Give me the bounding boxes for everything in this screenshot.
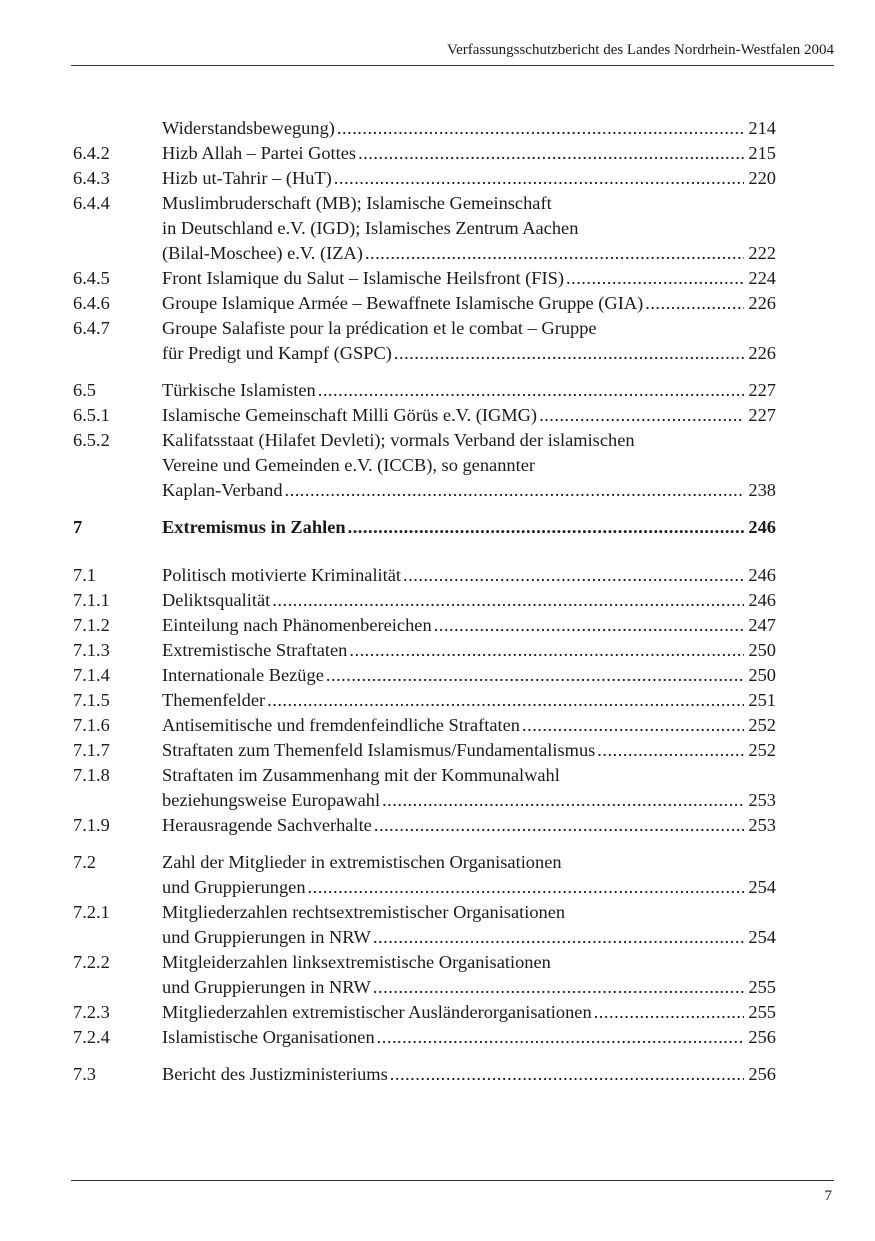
- toc-entry-page: 256: [748, 1064, 776, 1084]
- toc-entry-title: Türkische Islamisten: [162, 380, 316, 400]
- toc-entry-page: 214: [748, 118, 776, 138]
- toc-entry: [73, 688, 776, 713]
- toc-entry-page: 253: [748, 815, 776, 835]
- header-rule: [71, 65, 834, 66]
- dot-leader: [349, 638, 744, 663]
- table-of-contents: [73, 116, 776, 1087]
- toc-entry-number: 6.5: [73, 380, 96, 400]
- toc-entry-title: Themenfelder: [162, 690, 266, 710]
- toc-entry-title-line: Vereine und Gemeinden e.V. (ICCB), so genannter: [162, 455, 535, 475]
- toc-entry: [73, 713, 776, 738]
- page-number: 7: [824, 1188, 832, 1204]
- toc-entry-number: 6.5.2: [73, 430, 110, 450]
- toc-entry-page: 227: [748, 380, 776, 400]
- dot-leader: [394, 341, 745, 366]
- toc-entry: [73, 813, 776, 838]
- toc-entry: [73, 316, 776, 366]
- toc-entry-number: 7.1.8: [73, 765, 110, 785]
- toc-entry-number: [73, 116, 162, 141]
- toc-entry-number: 7.2: [73, 852, 96, 872]
- toc-entry: [73, 850, 776, 900]
- toc-entry-number: 7.1.7: [73, 740, 110, 760]
- toc-entry-page: 222: [748, 243, 776, 263]
- toc-entry-page: 226: [748, 343, 776, 363]
- toc-entry-page: 220: [748, 168, 776, 188]
- toc-entry-title: Straftaten zum Themenfeld Islamismus/Fundamentalismus: [162, 740, 596, 760]
- dot-leader: [374, 813, 745, 838]
- toc-entry-number: 6.4.7: [73, 318, 110, 338]
- toc-entry-title: Front Islamique du Salut – Islamische Heilsfront (FIS): [162, 268, 564, 288]
- toc-entry-number: 7.3: [73, 1064, 96, 1084]
- toc-entry-title: Einteilung nach Phänomenbereichen: [162, 615, 432, 635]
- toc-entry-number: 6.5.1: [73, 405, 110, 425]
- dot-leader: [348, 515, 745, 540]
- toc-entry: [73, 1062, 776, 1087]
- dot-leader: [267, 688, 744, 713]
- toc-entry-number: 7.1.6: [73, 715, 110, 735]
- toc-entry: [73, 428, 776, 503]
- dot-leader: [318, 378, 745, 403]
- toc-entry-page: 256: [748, 1027, 776, 1047]
- toc-entry-title: Deliktsqualität: [162, 590, 271, 610]
- toc-entry: [73, 1025, 776, 1050]
- toc-entry-page: 254: [748, 927, 776, 947]
- toc-entry-title: Antisemitische und fremdenfeindliche Straftaten: [162, 715, 520, 735]
- dot-leader: [337, 116, 745, 141]
- toc-entry-title-line: Zahl der Mitglieder in extremistischen Organisationen: [162, 852, 562, 872]
- toc-entry-title: Hizb Allah – Partei Gottes: [162, 143, 357, 163]
- dot-leader: [594, 1000, 745, 1025]
- toc-entry-title-line: Kalifatsstaat (Hilafet Devleti); vormals Verband der islamischen: [162, 430, 635, 450]
- toc-entry-page: 255: [748, 977, 776, 997]
- dot-leader: [390, 1062, 745, 1087]
- dot-leader: [365, 241, 745, 266]
- toc-entry: [73, 141, 776, 166]
- dot-leader: [334, 166, 745, 191]
- toc-entry: [73, 563, 776, 588]
- toc-entry-page: 250: [748, 665, 776, 685]
- dot-leader: [285, 478, 745, 503]
- toc-entry: [73, 613, 776, 638]
- toc-entry: [73, 266, 776, 291]
- toc-entry-number: 7.1.1: [73, 590, 110, 610]
- toc-entry: [73, 950, 776, 1000]
- toc-entry-page: 226: [748, 293, 776, 313]
- toc-entry-title: Internationale Bezüge: [162, 665, 324, 685]
- toc-entry-number: 6.4.6: [73, 293, 110, 313]
- toc-entry-number: 7.1.3: [73, 640, 110, 660]
- dot-leader: [272, 588, 744, 613]
- toc-entry: [73, 738, 776, 763]
- toc-entry-page: 224: [748, 268, 776, 288]
- toc-entry-page: 246: [748, 517, 776, 537]
- dot-leader: [373, 925, 745, 950]
- toc-entry-page: 253: [748, 790, 776, 810]
- toc-entry-title: Politisch motivierte Kriminalität: [162, 565, 402, 585]
- toc-entry-page: 238: [748, 480, 776, 500]
- toc-entry-title: Herausragende Sachverhalte: [162, 815, 372, 835]
- toc-entry-page: 252: [748, 715, 776, 735]
- toc-entry-number: 6.4.5: [73, 268, 110, 288]
- toc-chapter-entry: [73, 515, 776, 540]
- toc-entry-number: 6.4.4: [73, 193, 110, 213]
- toc-entry-title: Kaplan-Verband: [162, 480, 283, 500]
- dot-leader: [597, 738, 744, 763]
- footer-rule: [71, 1180, 834, 1181]
- toc-entry: [73, 403, 776, 428]
- toc-entry-title: und Gruppierungen in NRW: [162, 927, 371, 947]
- toc-entry-title: für Predigt und Kampf (GSPC): [162, 343, 392, 363]
- toc-entry: [73, 1000, 776, 1025]
- dot-leader: [566, 266, 744, 291]
- toc-entry-page: 255: [748, 1002, 776, 1022]
- toc-entry-title: Widerstandsbewegung): [162, 118, 335, 138]
- toc-entry-page: 246: [748, 565, 776, 585]
- toc-entry-title: Extremistische Straftaten: [162, 640, 348, 660]
- toc-entry-title: und Gruppierungen in NRW: [162, 977, 371, 997]
- toc-entry-number: 7.1.2: [73, 615, 110, 635]
- toc-entry: [73, 291, 776, 316]
- toc-entry-number: 7.1.4: [73, 665, 110, 685]
- dot-leader: [522, 713, 744, 738]
- toc-entry-title-line: Groupe Salafiste pour la prédication et le combat – Gruppe: [162, 318, 597, 338]
- toc-entry-number: 7.1: [73, 565, 96, 585]
- toc-entry-page: 215: [748, 143, 776, 163]
- toc-entry-title: Groupe Islamique Armée – Bewaffnete Islamische Gruppe (GIA): [162, 293, 644, 313]
- dot-leader: [308, 875, 745, 900]
- toc-entry: [73, 763, 776, 813]
- toc-entry-title-line: in Deutschland e.V. (IGD); Islamisches Zentrum Aachen: [162, 218, 579, 238]
- toc-entry-title: Bericht des Justizministeriums: [162, 1064, 388, 1084]
- toc-entry-number: 7.2.3: [73, 1002, 110, 1022]
- toc-entry-page: 252: [748, 740, 776, 760]
- toc-entry-page: 227: [748, 405, 776, 425]
- dot-leader: [373, 975, 745, 1000]
- toc-entry: [73, 588, 776, 613]
- toc-entry-number: 6.4.2: [73, 143, 110, 163]
- dot-leader: [434, 613, 745, 638]
- toc-entry-title-line: Straftaten im Zusammenhang mit der Kommunalwahl: [162, 765, 560, 785]
- toc-entry-title: Hizb ut-Tahrir – (HuT): [162, 168, 332, 188]
- toc-entry-title-line: Muslimbruderschaft (MB); Islamische Gemeinschaft: [162, 193, 552, 213]
- running-header: Verfassungsschutzbericht des Landes Nordrhein-Westfalen 2004: [446, 42, 834, 58]
- dot-leader: [382, 788, 744, 813]
- toc-entry-page: 254: [748, 877, 776, 897]
- toc-entry-title: (Bilal-Moschee) e.V. (IZA): [162, 243, 363, 263]
- toc-entry-page: 250: [748, 640, 776, 660]
- toc-entry-page: 246: [748, 590, 776, 610]
- toc-entry-title: beziehungsweise Europawahl: [162, 790, 381, 810]
- toc-entry-title: Mitgliederzahlen extremistischer Ausländerorganisationen: [162, 1002, 592, 1022]
- toc-entry-number: 7.2.4: [73, 1027, 110, 1047]
- toc-entry-number: 7: [73, 517, 83, 537]
- toc-entry-number: 7.2.1: [73, 902, 110, 922]
- toc-entry-page: 247: [748, 615, 776, 635]
- dot-leader: [358, 141, 744, 166]
- dot-leader: [377, 1025, 745, 1050]
- toc-entry-number: 7.1.9: [73, 815, 110, 835]
- toc-entry: [73, 166, 776, 191]
- toc-entry-title: Extremismus in Zahlen: [162, 517, 346, 537]
- toc-entry: [73, 663, 776, 688]
- toc-entry-title-line: Mitgliederzahlen rechtsextremistischer Organisationen: [162, 902, 566, 922]
- toc-entry-number: 7.1.5: [73, 690, 110, 710]
- dot-leader: [326, 663, 745, 688]
- toc-entry: [73, 191, 776, 266]
- toc-entry-title: Islamische Gemeinschaft Milli Görüs e.V. (IGMG): [162, 405, 538, 425]
- dot-leader: [645, 291, 744, 316]
- toc-entry: [73, 638, 776, 663]
- toc-entry-number: 7.2.2: [73, 952, 110, 972]
- toc-entry: [73, 900, 776, 950]
- toc-entry-number: 6.4.3: [73, 168, 110, 188]
- toc-entry-page: 251: [748, 690, 776, 710]
- toc-entry: [73, 116, 776, 141]
- dot-leader: [539, 403, 744, 428]
- toc-entry-title: und Gruppierungen: [162, 877, 306, 897]
- toc-entry: [73, 378, 776, 403]
- toc-entry-title-line: Mitgleiderzahlen linksextremistische Organisationen: [162, 952, 551, 972]
- dot-leader: [403, 563, 744, 588]
- toc-entry-title: Islamistische Organisationen: [162, 1027, 375, 1047]
